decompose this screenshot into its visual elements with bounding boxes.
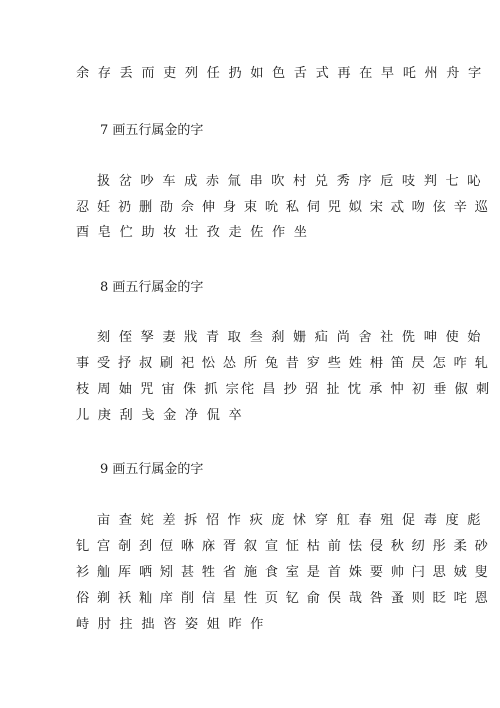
text-line: 亩 查 姹 差 拆 怊 怍 疢 庞 怵 穿 舡 春 殂 促 毒 度 彪 <box>97 513 483 528</box>
text-line: 枝 周 妯 咒 宙 侏 抓 宗侘 昌 抄 弨 扯 忱 承 忡 初 垂 俶 刺 <box>76 382 492 397</box>
text-line: 事 受 抒 叔 刷 祀 忪 怂 所 兔 昔 穸 些 姓 枏 笛 昃 怎 咋 轧 <box>76 356 490 371</box>
text-line: 儿 庚 刮 戋 金 净 侃 卒 <box>76 408 244 423</box>
section-heading: 7 画五行属金的字 <box>100 123 204 138</box>
text-line: 余 存 丢 而 吏 列 任 扔 如 色 舌 式 再 在 早 吒 州 舟 字 <box>76 66 484 81</box>
text-line: 酉 皂 伫 助 妆 壮 孜 走 佐 作 坐 <box>76 225 310 240</box>
text-line: 忍 妊 礽 删 劭 佘 伸 身 束 吮 私 伺 兕 姒 宋 忒 吻 伭 辛 巡 <box>76 200 490 215</box>
text-line: 衫 舢 厍 哂 矧 甚 牲 省 施 食 室 是 首 姝 要 帅 闩 思 娀 叟 <box>76 565 490 580</box>
text-line: 峙 肘 拄 拙 咨 姿 姐 昨 作 <box>76 617 266 632</box>
text-line: 俗 剃 袄 籼 庠 削 信 星 性 页 钇 俞 俣 哉 咎 蚤 则 眨 咤 恩 <box>76 591 490 606</box>
text-line: 扱 岔 吵 车 成 赤 氚 串 吹 村 兑 秀 序 卮 吱 判 七 吣 <box>97 174 483 189</box>
section-heading: 8 画五行属金的字 <box>100 280 204 295</box>
section-heading: 9 画五行属金的字 <box>100 462 204 477</box>
text-line: 钆 宫 剞 刭 侸 咻 庥 胥 叙 宣 怔 枯 前 怯 侵 秋 纫 彤 柔 砂 <box>76 539 490 554</box>
text-line: 刻 侄 孥 妻 戕 青 取 叁 刹 姗 疝 尚 舍 社 侁 呻 使 始 <box>97 330 483 345</box>
